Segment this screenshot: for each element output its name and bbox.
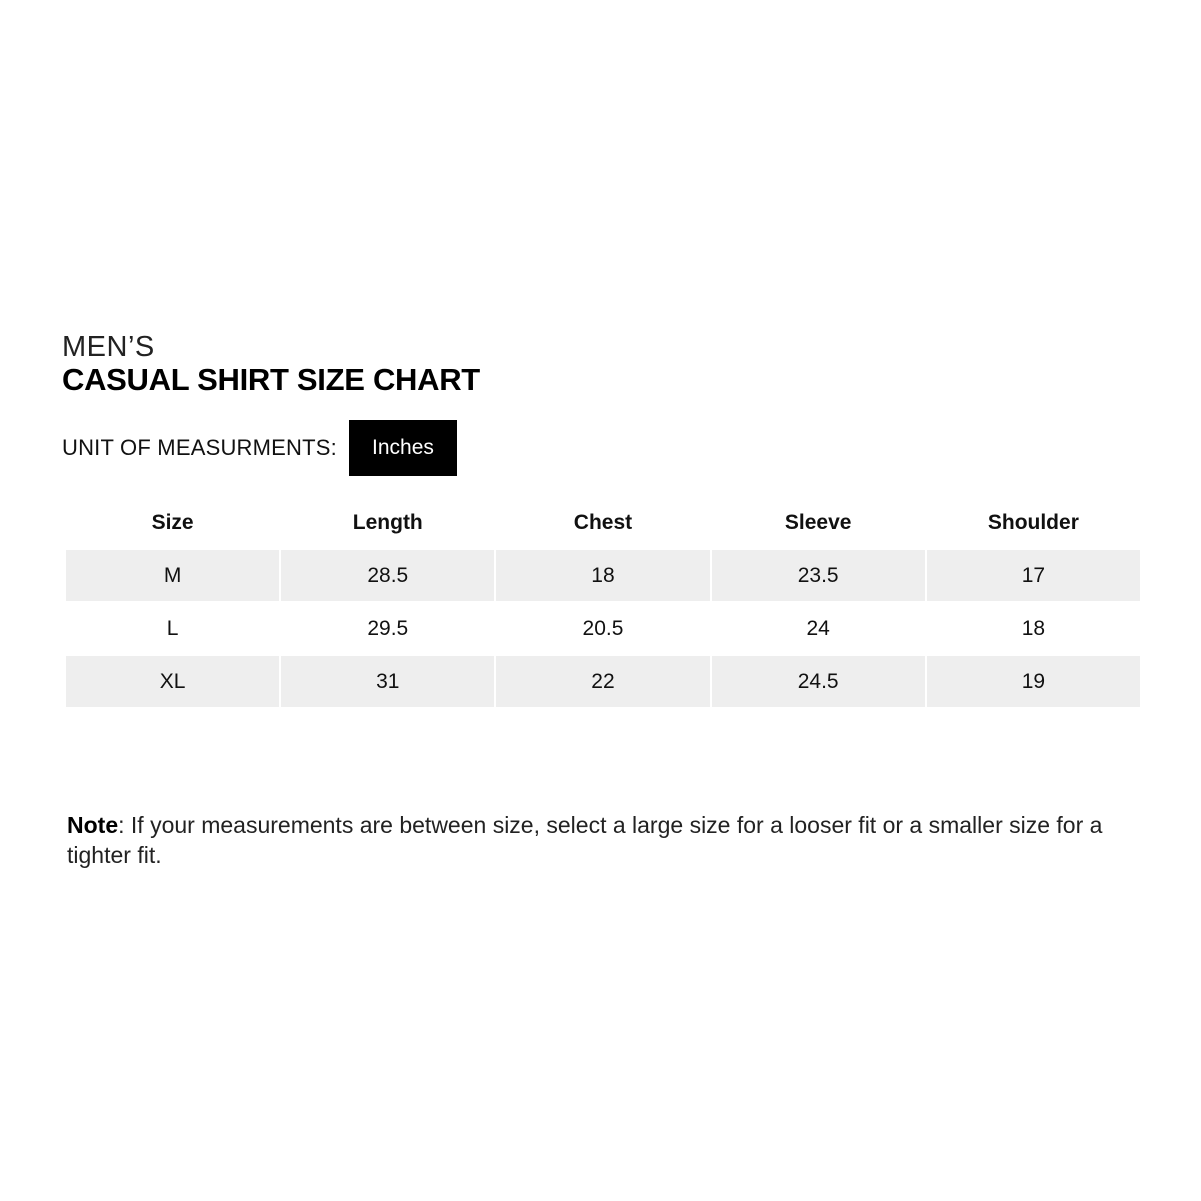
header-sleeve: Sleeve <box>784 511 852 534</box>
header-length: Length <box>352 511 423 534</box>
cell-chest: 18 <box>496 550 709 601</box>
table-header-row <box>66 498 1140 548</box>
cell-sleeve: 23.5 <box>712 550 925 601</box>
cell-shoulder: 19 <box>927 656 1140 707</box>
unit-selector <box>62 420 457 476</box>
fit-note <box>67 810 1127 870</box>
cell-shoulder: 18 <box>1021 616 1046 640</box>
unit-inches-button[interactable]: Inches <box>349 420 457 476</box>
cell-sleeve: 24 <box>806 616 830 640</box>
header-chest: Chest <box>573 511 633 534</box>
cell-length: 29.5 <box>367 616 409 640</box>
table-row <box>66 550 1140 601</box>
cell-chest: 20.5 <box>582 616 624 640</box>
chart-subtitle: MEN’S <box>62 331 155 363</box>
cell-chest: 22 <box>496 656 709 707</box>
cell-size: M <box>66 550 279 601</box>
chart-title: CASUAL SHIRT SIZE CHART <box>62 362 480 397</box>
header-size: Size <box>151 511 194 534</box>
unit-label: UNIT OF MEASURMENTS: <box>62 435 337 460</box>
table-row <box>66 656 1140 707</box>
cell-size: XL <box>66 656 279 707</box>
cell-length: 28.5 <box>281 550 494 601</box>
note-text: : If your measurements are between size, select a large size for a looser fit or a smaller size for a tighter fit. <box>67 812 1103 868</box>
table-row <box>66 603 1140 654</box>
header-shoulder: Shoulder <box>987 511 1079 534</box>
size-table <box>64 496 1142 709</box>
cell-sleeve: 24.5 <box>712 656 925 707</box>
cell-size: L <box>166 616 179 640</box>
cell-shoulder: 17 <box>927 550 1140 601</box>
cell-length: 31 <box>281 656 494 707</box>
note-label: Note <box>67 812 119 838</box>
